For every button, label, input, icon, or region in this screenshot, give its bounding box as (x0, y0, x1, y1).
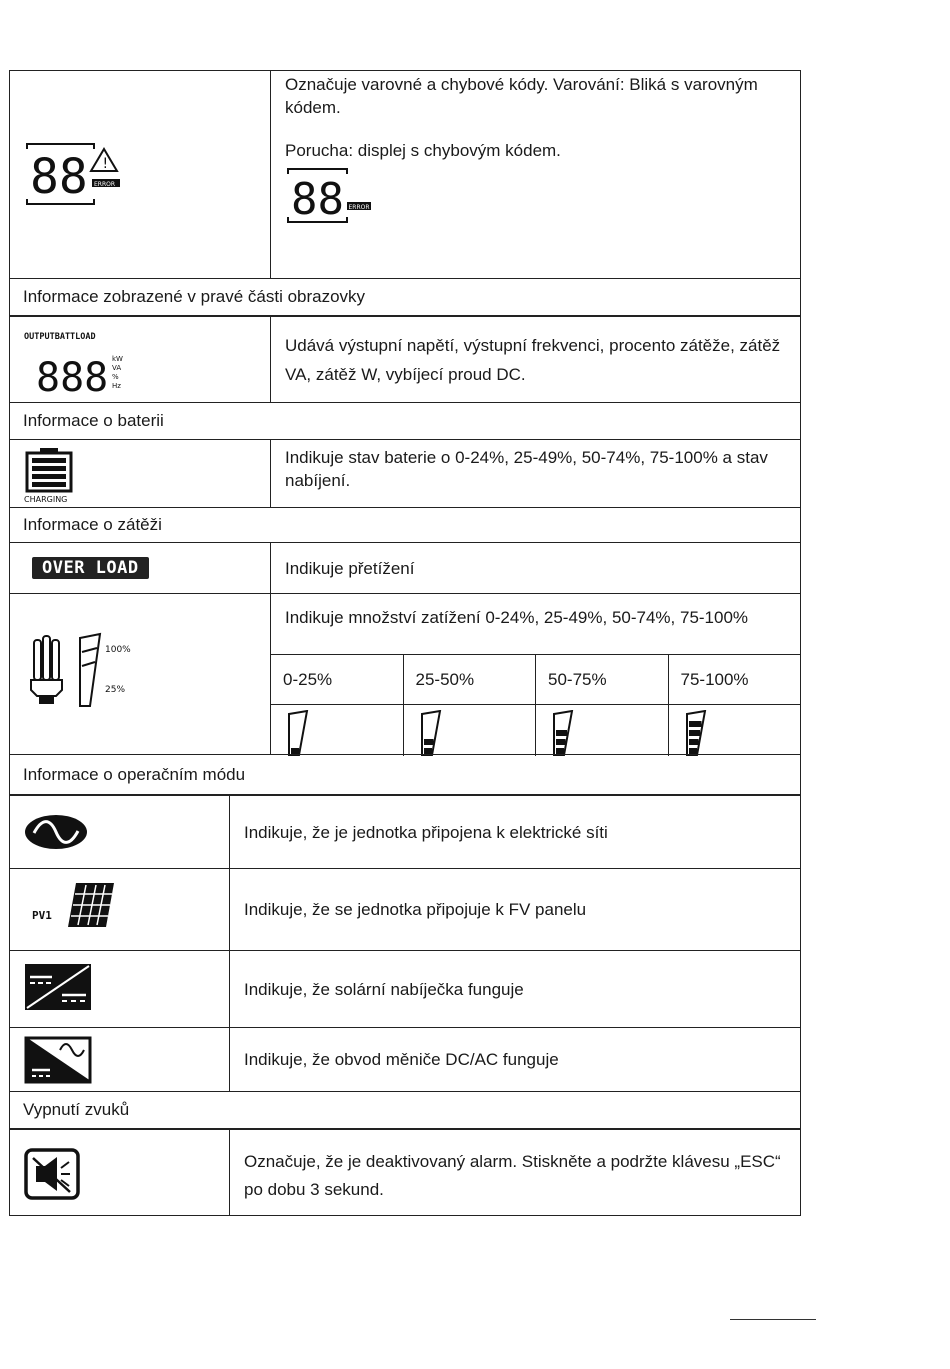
load-level-row (9, 593, 801, 754)
overload-text: Indikuje přetížení (285, 558, 415, 578)
load-bar-segment (556, 730, 567, 736)
battery-row (9, 439, 801, 507)
inverter-description (229, 1028, 800, 1091)
overload-row (9, 542, 801, 593)
svg-text:100%: 100% (105, 645, 131, 655)
load-icon-cell (10, 594, 270, 754)
dc-ac-inverter-icon (24, 1036, 94, 1086)
speaker-mute-icon (24, 1148, 82, 1202)
section-title: Informace o operačním módu (23, 764, 246, 784)
grid-description (229, 796, 800, 868)
load-level-header-row (271, 654, 800, 705)
load-bar-icon (420, 710, 442, 756)
svg-text:25%: 25% (105, 685, 126, 695)
svg-text:88: 88 (30, 148, 88, 205)
solar-charger-text: Indikuje, že solární nabíječka funguje (244, 979, 524, 999)
mute-text: Označuje, že je deaktivovaný alarm. Stiskněte a podržte klávesu „ESC“ po dobu 3 sekund. (244, 1152, 781, 1199)
output-description (270, 317, 800, 402)
fault-lcd-icon (10, 71, 270, 278)
battery-icon-graphic (22, 444, 82, 506)
load-bar-icon (287, 710, 309, 756)
load-bar-segment (689, 739, 699, 745)
load-bar-segment (556, 739, 566, 745)
pv-description (229, 869, 800, 950)
section-mute (9, 1091, 801, 1128)
dc-ac-icon-cell (10, 1028, 229, 1091)
svg-text:kW: kW (112, 355, 123, 363)
battery-description (270, 440, 800, 507)
output-row (9, 315, 801, 402)
section-title: Vypnutí zvuků (23, 1100, 130, 1119)
load-bar-segment (424, 739, 434, 745)
load-level-icon-3 (535, 705, 668, 756)
fault-description (270, 71, 800, 278)
grid-text: Indikuje, že je jednotka připojena k elektrické síti (244, 822, 608, 842)
svg-text:888: 888 (36, 355, 109, 397)
svg-text:PV1: PV1 (32, 909, 52, 922)
lamp-icon (28, 632, 158, 722)
output-lcd-icon-graphic (22, 327, 142, 397)
solar-charger-row (9, 950, 801, 1027)
output-text: Udává výstupní napětí, výstupní frekvenci, procento zátěže, zátěž VA, zátěž W, vybíjecí proud DC. (285, 335, 781, 384)
load-level-icon-2 (403, 705, 536, 756)
fault-row (9, 70, 801, 278)
load-bar-segment (689, 730, 700, 736)
dc-dc-icon-cell (10, 951, 229, 1027)
dc-dc-converter-icon (24, 963, 94, 1013)
load-level-col-1: 0-25% (283, 670, 333, 689)
fault-text: Porucha: displej s chybovým kódem. (285, 141, 561, 160)
pv-row (9, 868, 801, 950)
svg-text:OUTPUTBATTLOAD: OUTPUTBATTLOAD (24, 332, 96, 342)
overload-badge-cell (10, 543, 270, 593)
warning-lcd-icon (24, 143, 124, 207)
mute-row (9, 1128, 801, 1216)
output-lcd-icon (10, 317, 270, 402)
svg-text:!: ! (102, 155, 109, 172)
section-load (9, 507, 801, 542)
load-level-icon-row (271, 704, 800, 756)
svg-text:ERROR: ERROR (348, 204, 370, 211)
load-level-grid (270, 654, 800, 755)
mute-description (229, 1130, 800, 1215)
pv-text: Indikuje, že se jednotka připojuje k FV panelu (244, 900, 587, 919)
load-level-col-2: 25-50% (403, 655, 536, 705)
battery-text: Indikuje stav baterie o 0-24%, 25-49%, 50-74%, 75-100% a stav nabíjení. (285, 448, 768, 490)
ac-grid-icon-cell (10, 796, 229, 868)
svg-text:88: 88 (291, 174, 344, 224)
load-bar-icon (552, 710, 574, 756)
load-level-col-4: 75-100% (668, 655, 801, 705)
svg-text:VA: VA (112, 364, 122, 372)
svg-text:%: % (112, 373, 119, 381)
overload-badge: OVER LOAD (32, 557, 149, 579)
solar-panel-icon (30, 881, 125, 933)
load-level-col-3: 50-75% (535, 655, 668, 705)
load-bar-segment (689, 721, 702, 727)
section-title: Informace o zátěži (23, 515, 162, 534)
svg-text:Hz: Hz (112, 382, 121, 390)
load-level-text: Indikuje množství zatížení 0-24%, 25-49%, 50-74%, 75-100% (285, 608, 749, 627)
inverter-text: Indikuje, že obvod měniče DC/AC funguje (244, 1050, 559, 1069)
inverter-row (9, 1027, 801, 1091)
pv-icon-cell (10, 869, 229, 950)
overload-description (270, 543, 800, 593)
grid-row (9, 794, 801, 868)
load-level-icon-4 (668, 705, 801, 756)
load-bar-icon (685, 710, 707, 756)
section-mode (9, 754, 801, 794)
solar-charger-description (229, 951, 800, 1027)
section-right-display (9, 278, 801, 315)
section-title: Informace zobrazené v pravé části obrazovky (23, 287, 366, 306)
footer-rule (730, 1319, 816, 1320)
ac-sine-icon (22, 810, 92, 854)
section-title: Informace o baterii (23, 411, 164, 430)
warning-text: Označuje varovné a chybové kódy. Varování: Bliká s varovným kódem. (285, 75, 758, 117)
indicator-table (9, 70, 801, 1216)
battery-icon (10, 440, 270, 507)
svg-text:ERROR: ERROR (94, 180, 116, 188)
load-level-description (270, 594, 800, 654)
svg-text:CHARGING: CHARGING (24, 495, 68, 504)
mute-icon-cell (10, 1130, 229, 1215)
load-level-icon-1 (271, 705, 403, 756)
section-battery (9, 402, 801, 439)
error-lcd-icon (285, 168, 375, 224)
